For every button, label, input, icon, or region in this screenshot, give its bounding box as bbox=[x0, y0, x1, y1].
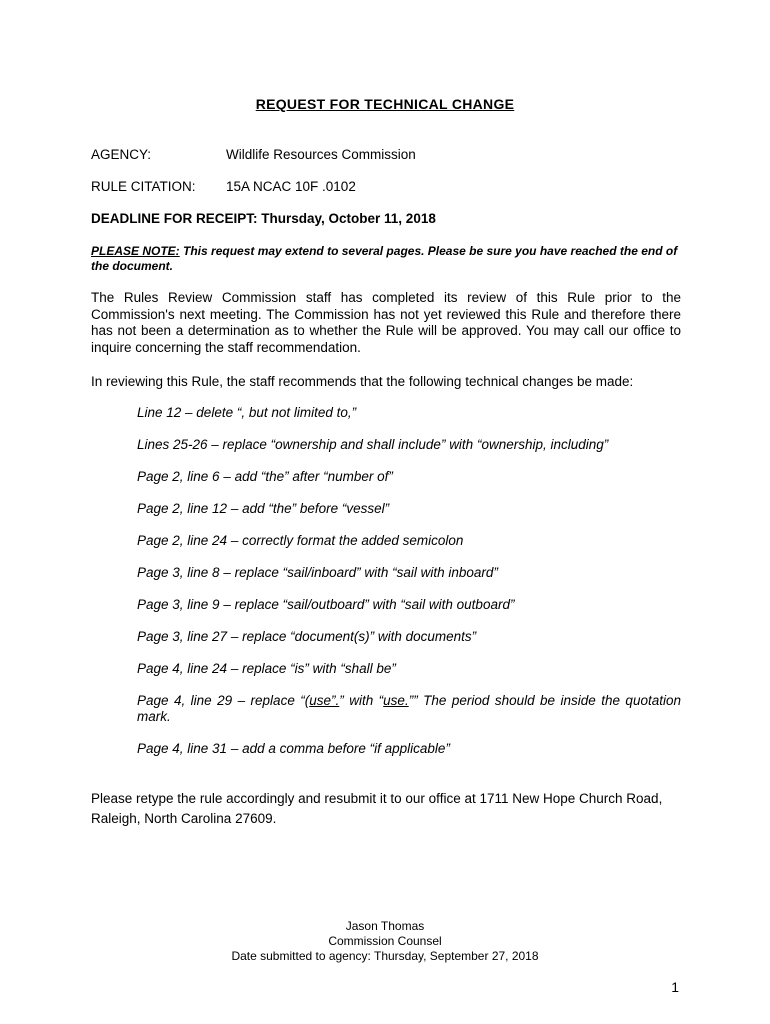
change-item-3: Page 2, line 6 – add “the” after “number of” bbox=[137, 469, 393, 484]
change-item-5: Page 2, line 24 – correctly format the added semicolon bbox=[137, 533, 464, 548]
agency-value: Wildlife Resources Commission bbox=[226, 147, 416, 162]
change-item-2: Lines 25-26 – replace “ownership and shall include” with “ownership, including” bbox=[137, 437, 609, 452]
please-note bbox=[91, 244, 681, 274]
date-submitted: Date submitted to agency: Thursday, September 27, 2018 bbox=[231, 949, 539, 963]
document-title: REQUEST FOR TECHNICAL CHANGE bbox=[255, 96, 515, 112]
change-10-underlined-1: use”. bbox=[309, 693, 340, 708]
change-10-suffix: ”” The period should be inside the quotation mark. bbox=[137, 693, 681, 724]
signature-title: Commission Counsel bbox=[328, 934, 442, 948]
note-label: PLEASE NOTE: bbox=[91, 244, 180, 258]
change-10-prefix: Page 4, line 29 – replace “( bbox=[137, 693, 310, 708]
page-number: 1 bbox=[671, 979, 679, 995]
change-item-4: Page 2, line 12 – add “the” before “vessel” bbox=[137, 501, 390, 516]
agency-label: AGENCY: bbox=[91, 147, 152, 162]
change-item-6: Page 3, line 8 – replace “sail/inboard” with “sail with inboard” bbox=[137, 565, 498, 580]
signature-name: Jason Thomas bbox=[345, 919, 425, 933]
change-item-1: Line 12 – delete “, but not limited to,” bbox=[137, 405, 357, 420]
closing-paragraph: Please retype the rule accordingly and resubmit it to our office at 1711 New Hope Church Road, Raleigh, North Carolina 27609. bbox=[91, 791, 663, 826]
recommend-line: In reviewing this Rule, the staff recommends that the following technical changes be made: bbox=[91, 374, 634, 389]
change-item-8: Page 3, line 27 – replace “document(s)” with documents” bbox=[137, 629, 477, 644]
change-item-11: Page 4, line 31 – add a comma before “if applicable” bbox=[137, 741, 450, 756]
rule-citation-value: 15A NCAC 10F .0102 bbox=[226, 179, 356, 194]
deadline: DEADLINE FOR RECEIPT: Thursday, October 11, 2018 bbox=[91, 211, 436, 226]
note-text: This request may extend to several pages. Please be sure you have reached the end of the document. bbox=[91, 244, 678, 273]
change-10-underlined-2: use. bbox=[383, 693, 409, 708]
change-item-10 bbox=[137, 693, 681, 725]
rule-citation-label: RULE CITATION: bbox=[91, 179, 196, 194]
change-item-7: Page 3, line 9 – replace “sail/outboard” with “sail with outboard” bbox=[137, 597, 515, 612]
intro-paragraph: The Rules Review Commission staff has completed its review of this Rule prior to the Commission's next meeting. The Commission has not yet reviewed this Rule and therefore there has not been a determination as to whether the Rule will be approved. You may call our office to inquire concerning the staff recommendation. bbox=[91, 290, 681, 355]
change-10-middle: ” with “ bbox=[339, 693, 384, 708]
change-item-9: Page 4, line 24 – replace “is” with “shall be” bbox=[137, 661, 396, 676]
